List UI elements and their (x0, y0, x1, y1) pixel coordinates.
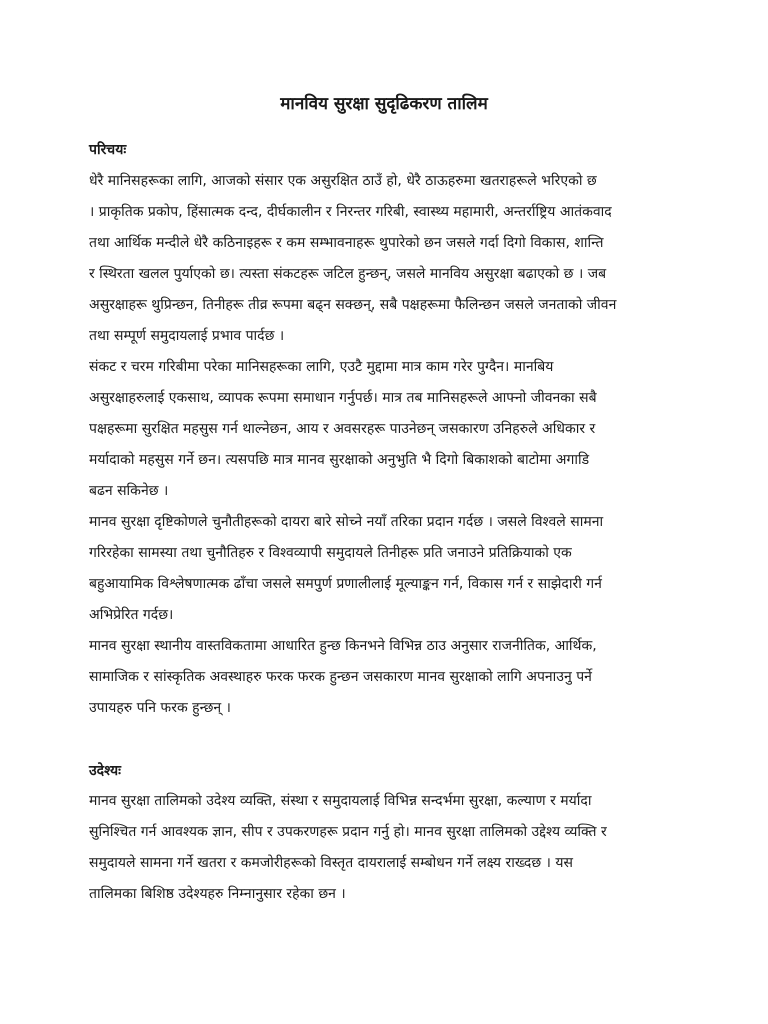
intro-line: । प्राकृतिक प्रकोप, हिंसात्मक दन्द, दीर्घकालीन र निरन्तर गरिबी, स्वास्थ्य महामारी, अन्तर्राष्ट्रिय आतंकवाद (89, 204, 612, 220)
intro-line: तथा सम्पूर्ण समुदायलाई प्रभाव पार्दछ । (89, 328, 285, 344)
objective-line: समुदायले सामना गर्ने खतरा र कमजोरीहरूको विस्तृत दायरालाई सम्बोधन गर्ने लक्ष्य राख्दछ । यस (89, 855, 573, 871)
intro-line: उपायहरु पनि फरक हुन्छन् । (89, 700, 231, 716)
intro-heading: परिचयः (89, 142, 127, 158)
intro-line: र स्थिरता खलल पुर्याएको छ। त्यस्ता संकटहरू जटिल हुन्छन्, जसले मानविय असुरक्षा बढाएको छ । जब (89, 266, 607, 282)
objective-heading: उदेश्यः (89, 763, 122, 779)
intro-line: बहुआयामिक विश्लेषणात्मक ढाँचा जसले समपुर्ण प्रणालीलाई मूल्याङ्कन गर्न, विकास गर्न र साझेदारी गर्न (89, 576, 602, 592)
intro-line: संकट र चरम गरिबीमा परेका मानिसहरूका लागि, एउटै मुद्दामा मात्र काम गरेर पुग्दैन। मानबिय (89, 359, 554, 375)
intro-line: असुरक्षाहरुलाई एकसाथ, व्यापक रूपमा समाधान गर्नुपर्छ। मात्र तब मानिसहरूले आफ्नो जीवनका सबै (89, 390, 597, 406)
intro-line: मर्यादाको महसुस गर्ने छन। त्यसपछि मात्र मानव सुरक्षाको अनुभुति भै दिगो बिकाशको बाटोमा अगाडि (89, 452, 590, 468)
intro-line: मानव सुरक्षा दृष्टिकोणले चुनौतीहरूको दायरा बारे सोच्ने नयाँ तरिका प्रदान गर्दछ । जसले विश्वले सामना (89, 514, 604, 530)
intro-line: धेरै मानिसहरूका लागि, आजको संसार एक असुरक्षित ठाउँ हो, धेरै ठाऊहरुमा खतराहरूले भरिएको छ (89, 173, 597, 189)
document-title: मानविय सुरक्षा सुदृढिकरण तालिम (280, 94, 488, 114)
intro-line: सामाजिक र सांस्कृतिक अवस्थाहरु फरक फरक हुन्छन जसकारण मानव सुरक्षाको लागि अपनाउनु पर्ने (89, 669, 592, 685)
intro-line: मानव सुरक्षा स्थानीय वास्तविकतामा आधारित हुन्छ किनभने विभिन्न ठाउ अनुसार राजनीतिक, आर्थिक, (89, 638, 597, 654)
intro-line: असुरक्षाहरू थुप्रिन्छन, तिनीहरू तीव्र रूपमा बढ्न सक्छन्, सबै पक्षहरूमा फैलिन्छन जसले जनताको जीवन (89, 297, 617, 313)
intro-line: बढन सकिनेछ । (89, 483, 169, 499)
objective-line: तालिमका बिशिष्ठ उदेश्यहरु निम्नानुसार रहेका छन । (89, 886, 346, 902)
objective-line: मानव सुरक्षा तालिमको उदेश्य व्यक्ति, संस्था र समुदायलाई विभिन्न सन्दर्भमा सुरक्षा, कल्याण र मर्यादा (89, 793, 592, 809)
intro-line: अभिप्रेरित गर्दछ। (89, 607, 174, 623)
intro-line: तथा आर्थिक मन्दीले धेरै कठिनाइहरू र कम सम्भावनाहरू थुपारेको छन जसले गर्दा दिगो विकास, शान्ति (89, 235, 604, 251)
objective-section (89, 786, 679, 910)
objective-line: सुनिश्चित गर्न आवश्यक ज्ञान, सीप र उपकरणहरू प्रदान गर्नु हो। मानव सुरक्षा तालिमको उद्देश्य व्यक्ति र (89, 824, 607, 840)
intro-section (89, 166, 679, 724)
intro-line: गरिरहेका सामस्या तथा चुनौतिहरु र विश्वव्यापी समुदायले तिनीहरू प्रति जनाउने प्रतिक्रियाको एक (89, 545, 572, 561)
intro-line: पक्षहरूमा सुरक्षित महसुस गर्न थाल्नेछन, आय र अवसरहरू पाउनेछन् जसकारण उनिहरुले अधिकार र (89, 421, 596, 437)
